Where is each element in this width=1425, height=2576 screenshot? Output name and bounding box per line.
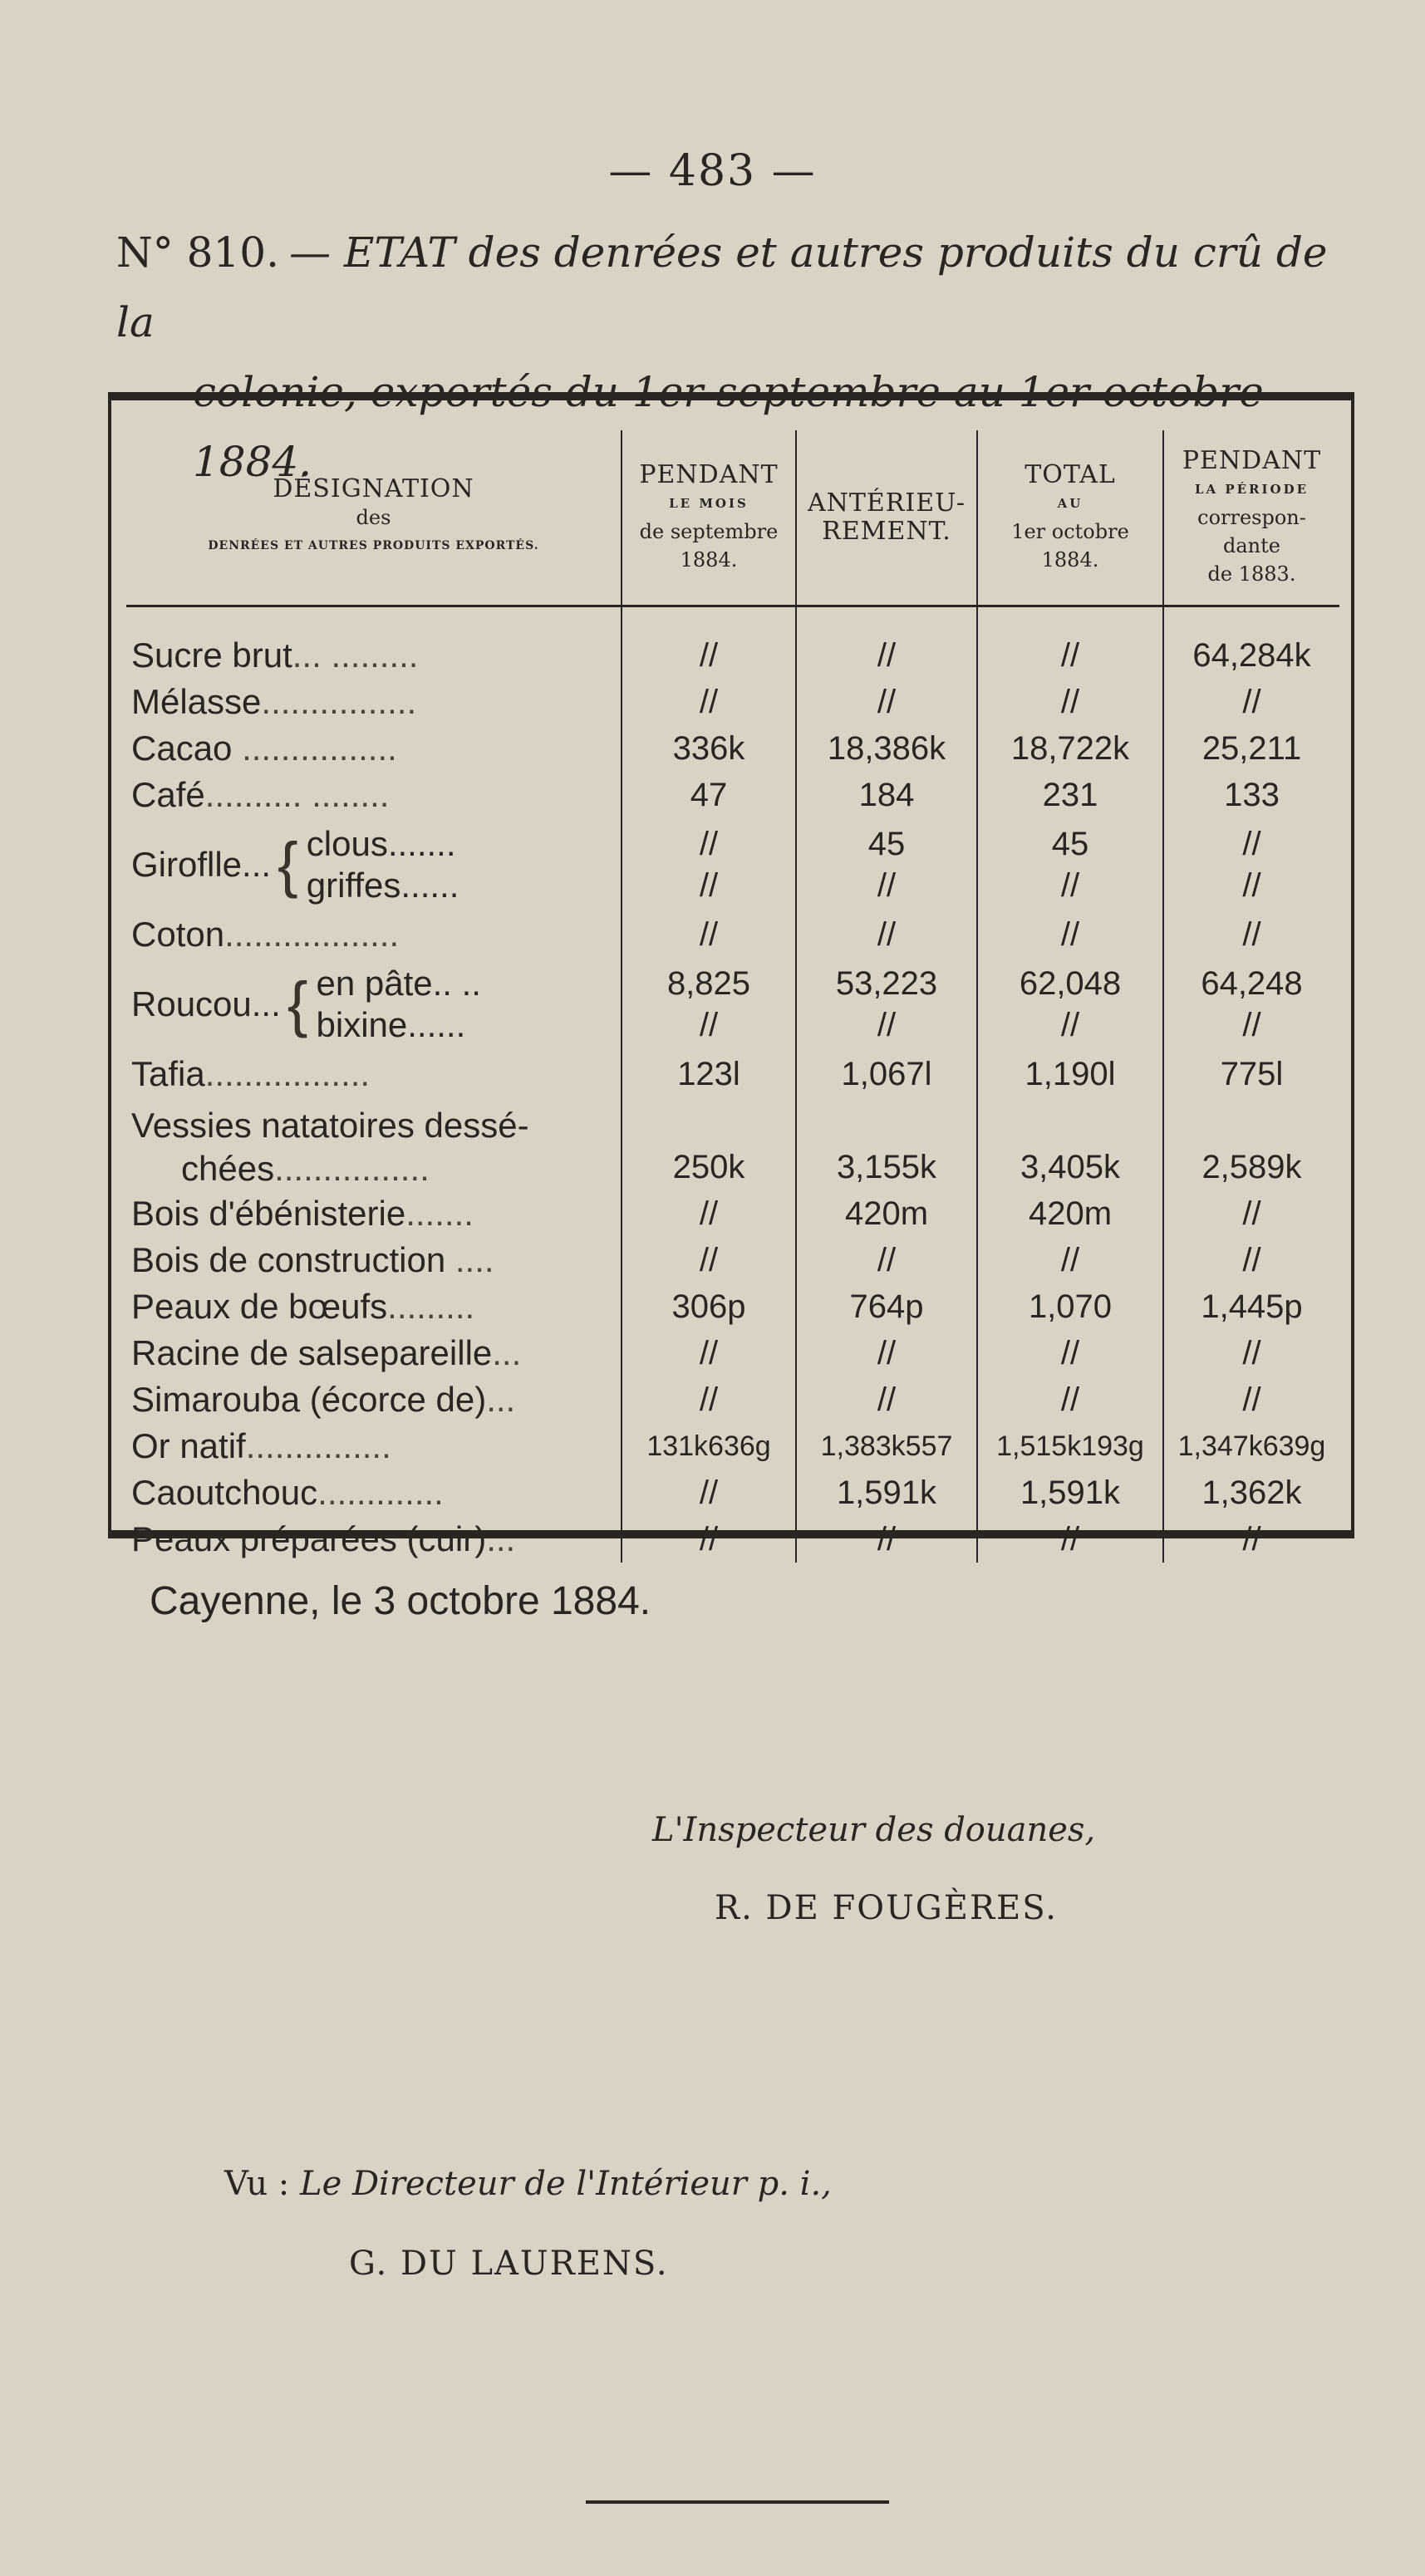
table-row-girofle: Giroflle... { clous....... griffes...... // // 45 // 45 // // // — [126, 818, 1339, 911]
signer-title: L'Inspecteur des douanes, — [652, 1811, 1096, 1849]
table-row: Bois d'ébénisterie....... // 420m 420m // — [126, 1190, 1339, 1237]
page-number: — 483 — — [608, 146, 817, 196]
vu-role: Le Directeur de l'Intérieur p. i., — [300, 2165, 832, 2203]
table-row: Café.......... ........ 47 184 231 133 — [126, 772, 1339, 818]
header-anterieurement: ANTÉRIEU- REMENT. — [796, 430, 977, 606]
table-row-roucou: Roucou... { en pâte.. .. bixine...... 8,825 // 53,223 // 62,048 // 64,248 // — [126, 958, 1339, 1051]
table-row: Peaux préparées (cuir)... // // // // — [126, 1516, 1339, 1563]
table-row: Sucre brut... ......... // // // 64,284k — [126, 606, 1339, 680]
vu-signer-name: G. DU LAURENS. — [349, 2245, 669, 2283]
exports-table — [126, 430, 1339, 1563]
table-row: Coton.................. // // // // — [126, 911, 1339, 958]
exports-table-frame — [108, 392, 1354, 1558]
title-line-1: — ETAT des denrées et autres produits du crû de la — [116, 228, 1328, 346]
header-designation: DÉSIGNATION des DENRÉES ET AUTRES PRODUITS EXPORTÉS. — [126, 430, 622, 606]
title-line-2: colonie, exportés du 1er septembre au 1er octobre 1884. — [193, 368, 1264, 486]
table-row: Bois de construction .... // // // // — [126, 1237, 1339, 1283]
table-row: Caoutchouc............. // 1,591k 1,591k 1,362k — [126, 1470, 1339, 1516]
header-pendant-mois: PENDANT LE MOIS de septembre 1884. — [622, 430, 796, 606]
table-row: Tafia................. 123l 1,067l 1,190l 775l — [126, 1051, 1339, 1097]
header-total: TOTAL AU 1er octobre 1884. — [977, 430, 1163, 606]
table-row: Cacao ................ 336k 18,386k 18,722k 25,211 — [126, 725, 1339, 772]
table-row-vessies: Vessies natatoires dessé- chées................ 250k 3,155k 3,405k 2,589k — [126, 1097, 1339, 1190]
signer-name: R. DE FOUGÈRES. — [715, 1889, 1058, 1927]
table-row: Simarouba (écorce de)... // // // // — [126, 1376, 1339, 1423]
table-row: Mélasse................ // // // // — [126, 679, 1339, 725]
vu-line — [224, 2165, 832, 2203]
table-row: Peaux de bœufs......... 306p 764p 1,070 1,445p — [126, 1283, 1339, 1330]
table-row: Or natif............... 131k636g 1,383k557 1,515k193g 1,347k639g — [126, 1423, 1339, 1470]
table-header-row — [126, 430, 1339, 606]
bottom-rule — [586, 2500, 889, 2504]
header-pendant-periode: PENDANT LA PÉRIODE correspon- dante de 1883. — [1163, 430, 1339, 606]
place-and-date: Cayenne, le 3 octobre 1884. — [150, 1579, 651, 1623]
document-number: N° 810. — [116, 228, 279, 277]
table-row: Racine de salsepareille... // // // // — [126, 1330, 1339, 1376]
vu-prefix: Vu : — [224, 2165, 290, 2203]
